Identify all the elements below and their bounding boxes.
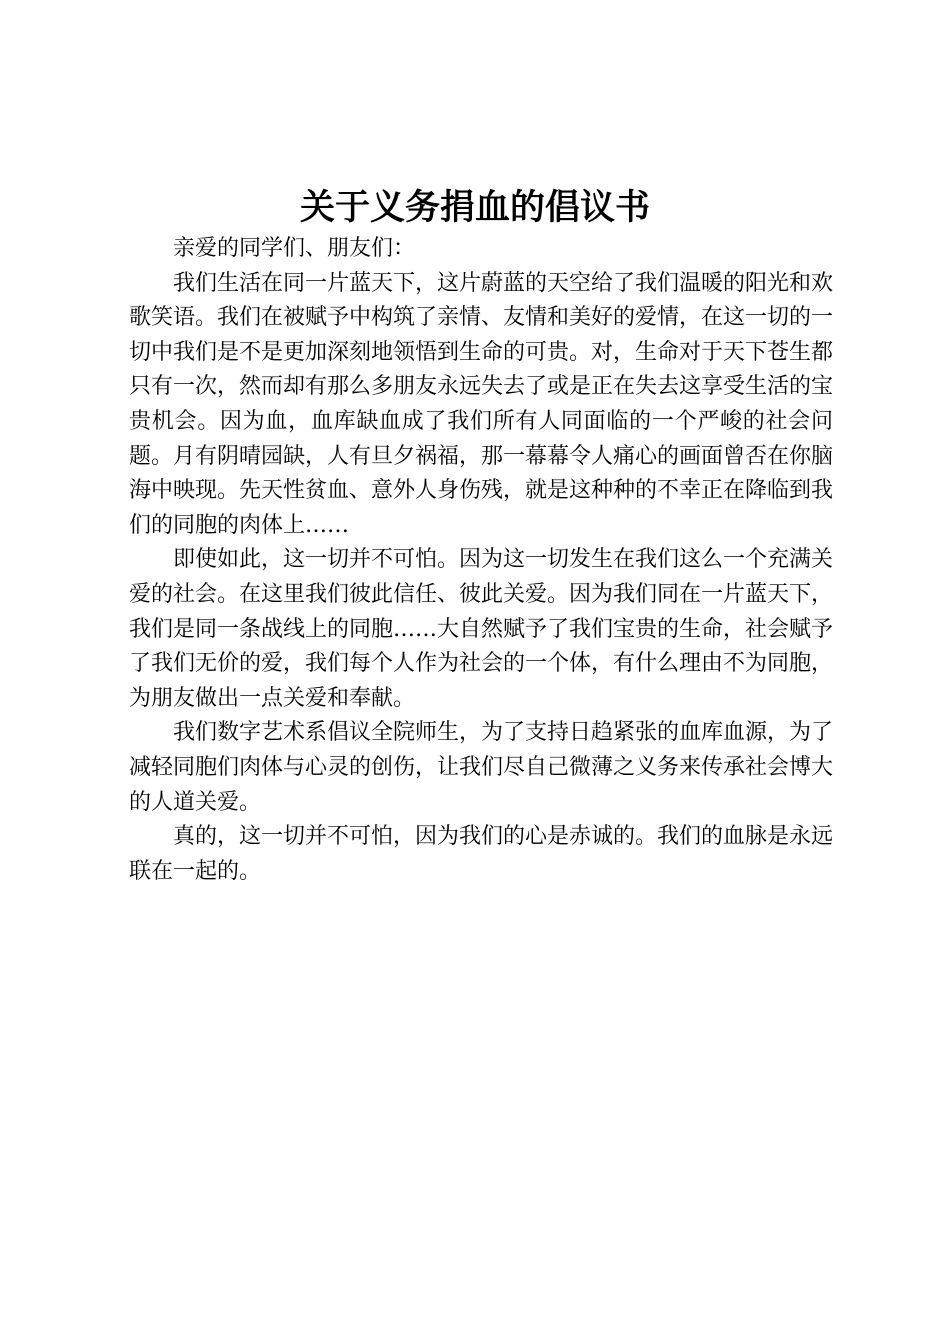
document-body — [129, 232, 833, 889]
document-title: 关于义务捐血的倡议书 — [299, 188, 650, 228]
paragraph-3: 我们数字艺术系倡议全院师生，为了支持日趋紧张的血库血源，为了减轻同胞们肉体与心灵的创伤，让我们尽自己微薄之义务来传承社会博大的人道关爱。 — [129, 720, 834, 815]
paragraph-2: 即使如此，这一切并不可怕。因为这一切发生在我们这么一个充满关爱的社会。在这里我们彼此信任、彼此关爱。因为我们同在一片蓝天下，我们是同一条战线上的同胞……大自然赋予了我们宝贵的生命，社会赋予了我们无价的爱，我们每个人作为社会的一个体，有什么理由不为同胞，为朋友做出一点关爱和奉献。 — [129, 547, 834, 711]
paragraph-1: 我们生活在同一片蓝天下，这片蔚蓝的天空给了我们温暖的阳光和欢歌笑语。我们在被赋予中构筑了亲情、友情和美好的爱情，在这一切的一切中我们是不是更加深刻地领悟到生命的可贵。对，生命对于天下苍生都只有一次，然而却有那么多朋友永远失去了或是正在失去这享受生活的宝贵机会。因为血，血库缺血成了我们所有人同面临的一个严峻的社会问题。月有阴晴园缺，人有旦夕祸福，那一幕幕令人痛心的画面曾否在你脑海中映现。先天性贫血、意外人身伤残，就是这种种的不幸正在降临到我们的同胞的肉体上…… — [129, 270, 834, 538]
paragraph-4: 真的，这一切并不可怕，因为我们的心是赤诚的。我们的血脉是永远联在一起的。 — [129, 824, 834, 884]
salutation: 亲爱的同学们、朋友们： — [173, 236, 416, 261]
